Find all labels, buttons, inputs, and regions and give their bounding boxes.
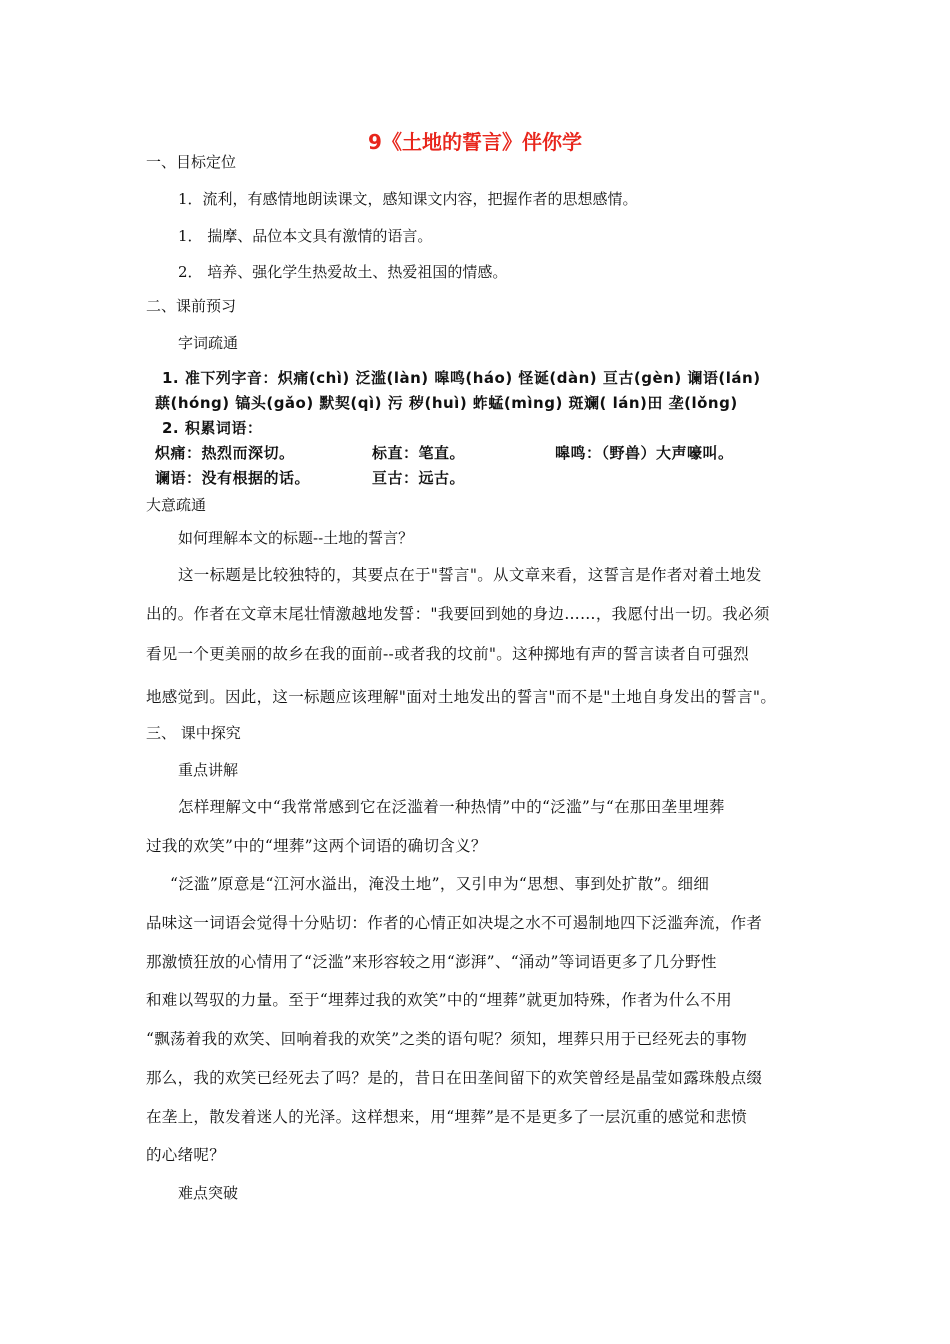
main-idea-answer-line-2: 出的。作者在文章末尾壮情激越地发誓："我要回到她的身边……，我愿付出一切。我必须: [146, 605, 770, 623]
pronunciation-line-2: 蕻(hóng) 镐头(gǎo) 默契(qì) 污 秽(huì) 蚱蜢(mìng) 斑斓( lán)田 垄(lǒng): [155, 394, 738, 412]
main-idea-question: 如何理解本文的标题--土地的誓言？: [178, 529, 414, 547]
key-answer-line-6: 那么，我的欢笑已经死去了吗？是的，昔日在田垄间留下的欢笑曾经是晶莹如露珠般点缀: [146, 1069, 763, 1087]
key-answer-line-3: 那激愤狂放的心情用了“泛滥”来形容较之用“澎湃”、“涌动”等词语更多了几分野性: [146, 953, 717, 971]
pronunciation-line-1: 1. 准下列字音：炽痛(chì) 泛滥(làn) 嗥鸣(háo) 怪诞(dàn) 亘古(gèn) 谰语(lán): [162, 369, 761, 387]
key-question-line-1: 怎样理解文中“我常常感到它在泛滥着一种热情”中的“泛滥”与“在那田垄里埋葬: [178, 798, 725, 816]
key-question-line-2: 过我的欢笑”中的“埋葬”这两个词语的确切含义？: [146, 837, 487, 855]
key-answer-line-4: 和难以驾驭的力量。至于“埋葬过我的欢笑”中的“埋葬”就更加特殊，作者为什么不用: [146, 991, 732, 1009]
key-answer-line-8: 的心绪呢？: [146, 1146, 226, 1164]
key-answer-line-5: “飘荡着我的欢笑、回响着我的欢笑”之类的语句呢？须知，埋葬只用于已经死去的事物: [146, 1030, 748, 1048]
vocab-item-2: 标直：笔直。: [372, 444, 466, 462]
vocab-item-3: 嗥鸣：（野兽）大声嚎叫。: [555, 444, 734, 462]
subheading-main-idea: 大意疏通: [146, 496, 207, 514]
key-answer-line-1: “泛滥”原意是“江河水溢出，淹没土地”，又引申为“思想、事到处扩散”。细细: [170, 875, 710, 893]
goal-item-2: 1． 揣摩、品位本文具有激情的语言。: [178, 227, 433, 245]
key-answer-line-7: 在垄上，散发着迷人的光泽。这样想来，用“埋葬”是不是更多了一层沉重的感觉和悲愤: [146, 1108, 748, 1126]
goal-item-3: 2． 培养、强化学生热爱故土、热爱祖国的情感。: [178, 263, 508, 281]
subheading-key-points: 重点讲解: [178, 761, 239, 779]
section3-heading: 三、 课中探究: [146, 724, 241, 742]
main-idea-answer-line-3: 看见一个更美丽的故乡在我的面前--或者我的坟前"。这种掷地有声的誓言读者自可强烈: [146, 645, 750, 663]
section1-heading: 一、目标定位: [146, 153, 237, 171]
section2-heading: 二、课前预习: [146, 297, 237, 315]
subheading-word-review: 字词疏通: [178, 334, 239, 352]
main-idea-answer-line-1: 这一标题是比较独特的，其要点在于"誓言"。从文章来看，这誓言是作者对着土地发: [178, 566, 762, 584]
vocab-item-4: 谰语：没有根据的话。: [155, 469, 311, 487]
vocab-item-5: 亘古：远古。: [372, 469, 466, 487]
key-answer-line-2: 品味这一词语会觉得十分贴切：作者的心情正如决堤之水不可遏制地四下泛滥奔流，作者: [146, 914, 763, 932]
page-title: 9《土地的誓言》伴你学: [368, 130, 582, 154]
vocab-item-1: 炽痛：热烈而深切。: [155, 444, 295, 462]
goal-item-1: 1．流利，有感情地朗读课文，感知课文内容，把握作者的思想感情。: [178, 190, 638, 208]
main-idea-answer-line-4: 地感觉到。因此，这一标题应该理解"面对土地发出的誓言"而不是"土地自身发出的誓言"。: [146, 688, 777, 706]
vocab-heading: 2. 积累词语：: [162, 419, 263, 437]
subheading-difficult-points: 难点突破: [178, 1184, 239, 1202]
